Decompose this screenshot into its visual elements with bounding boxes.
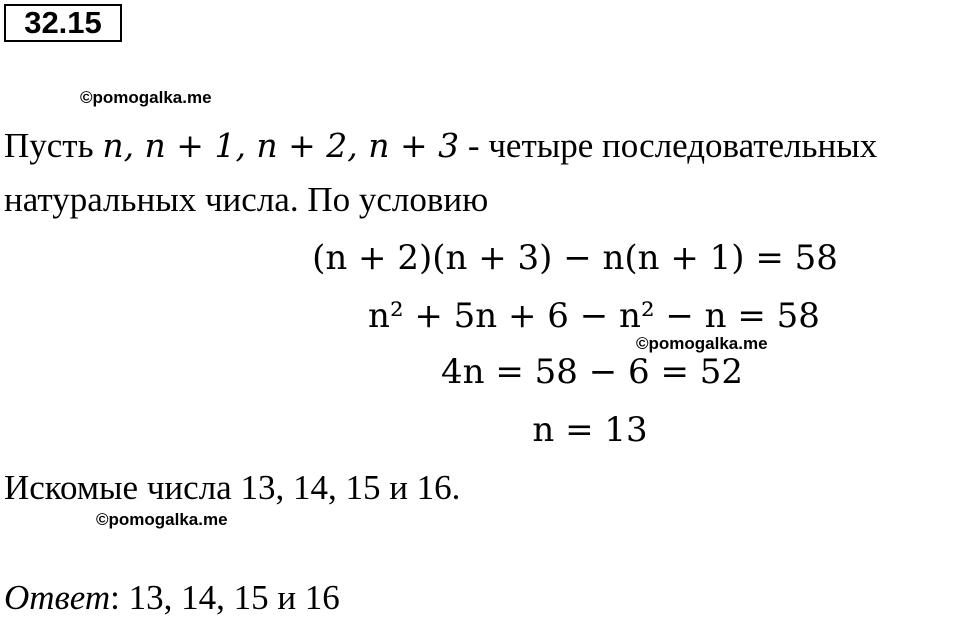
- conclusion: Искомые числа 13, 14, 15 и 16.: [4, 468, 461, 507]
- intro-numbers-expression: n, n + 1, n + 2, n + 3: [102, 126, 460, 165]
- watermark: ©pomogalka.me: [96, 510, 228, 529]
- watermark: ©pomogalka.me: [80, 88, 212, 107]
- equation-2: n² + 5n + 6 − n² − n = 58: [368, 296, 820, 336]
- answer-line: [4, 578, 340, 618]
- answer-label: Ответ: [4, 578, 111, 617]
- intro-suffix: - четыре последовательных: [459, 126, 878, 165]
- problem-number: 32.15: [4, 4, 122, 42]
- equation-3: 4n = 58 − 6 = 52: [441, 352, 743, 392]
- intro-line-1: [4, 126, 877, 166]
- equation-4: n = 13: [532, 410, 648, 450]
- intro-prefix: Пусть: [4, 126, 103, 165]
- equation-1: (n + 2)(n + 3) − n(n + 1) = 58: [312, 238, 838, 278]
- watermark: ©pomogalka.me: [636, 334, 768, 353]
- intro-line-2: натуральных числа. По условию: [4, 180, 489, 219]
- answer-value: : 13, 14, 15 и 16: [110, 578, 340, 617]
